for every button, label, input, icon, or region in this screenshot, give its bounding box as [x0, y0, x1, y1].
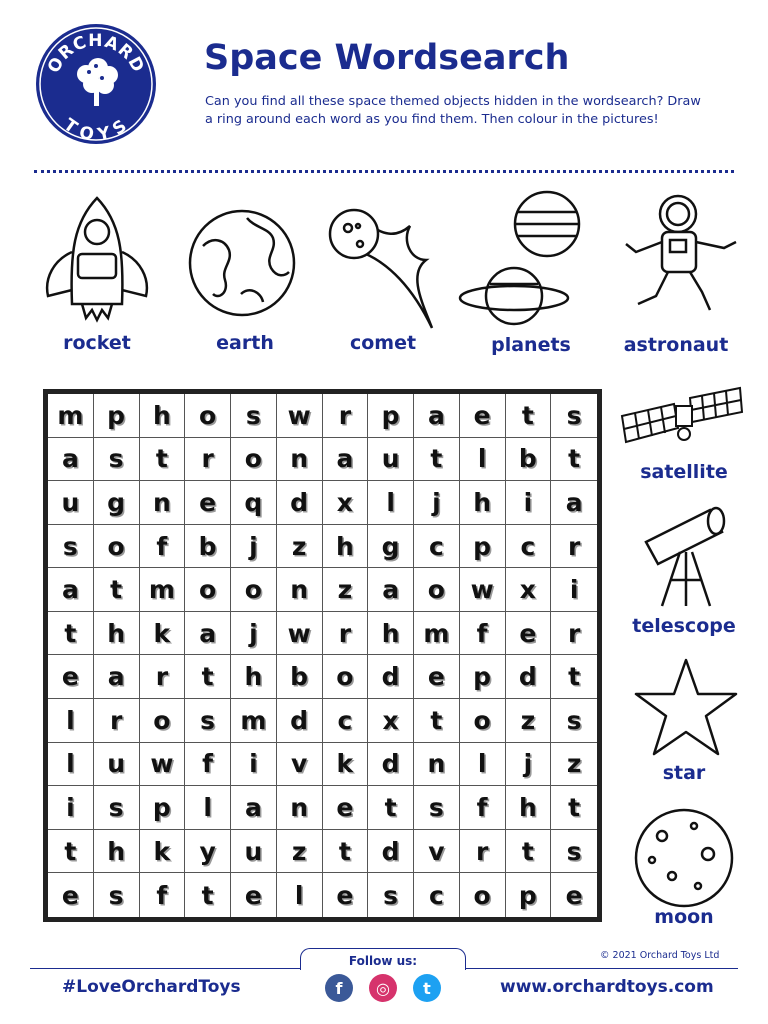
grid-cell[interactable]: s [94, 873, 140, 917]
grid-cell[interactable]: w [460, 568, 506, 612]
grid-cell[interactable]: q [231, 481, 277, 525]
grid-cell[interactable]: z [323, 568, 369, 612]
grid-cell[interactable]: l [460, 743, 506, 787]
grid-cell[interactable]: d [277, 699, 323, 743]
grid-cell[interactable]: p [140, 786, 186, 830]
grid-cell[interactable]: f [140, 525, 186, 569]
grid-cell[interactable]: j [231, 525, 277, 569]
grid-cell[interactable]: z [506, 699, 552, 743]
grid-cell[interactable]: o [231, 568, 277, 612]
comet-icon [326, 204, 442, 332]
grid-cell[interactable]: s [231, 394, 277, 438]
grid-cell[interactable]: j [231, 612, 277, 656]
grid-cell[interactable]: t [94, 568, 140, 612]
grid-cell[interactable]: t [185, 655, 231, 699]
grid-cell[interactable]: w [277, 394, 323, 438]
grid-cell[interactable]: h [368, 612, 414, 656]
grid-cell[interactable]: t [551, 655, 597, 699]
grid-cell[interactable]: t [185, 873, 231, 917]
grid-cell[interactable]: u [368, 438, 414, 482]
grid-cell[interactable]: n [414, 743, 460, 787]
grid-cell[interactable]: n [277, 786, 323, 830]
grid-cell[interactable]: r [185, 438, 231, 482]
grid-cell[interactable]: s [551, 394, 597, 438]
grid-cell[interactable]: p [368, 394, 414, 438]
grid-cell[interactable]: h [94, 830, 140, 874]
grid-cell[interactable]: o [414, 568, 460, 612]
grid-cell[interactable]: z [277, 830, 323, 874]
grid-cell[interactable]: s [94, 438, 140, 482]
grid-cell[interactable]: e [323, 873, 369, 917]
word-label-star: star [662, 762, 706, 784]
grid-cell[interactable]: t [506, 394, 552, 438]
grid-cell[interactable]: r [140, 655, 186, 699]
grid-cell[interactable]: h [323, 525, 369, 569]
grid-cell[interactable]: p [94, 394, 140, 438]
grid-cell[interactable]: o [185, 394, 231, 438]
grid-cell[interactable]: l [185, 786, 231, 830]
grid-cell[interactable]: e [565, 880, 583, 910]
satellite-icon [620, 384, 744, 450]
grid-cell[interactable]: i [506, 481, 552, 525]
grid-cell[interactable]: z [551, 743, 597, 787]
word-label-earth: earth [216, 332, 274, 354]
earth-icon [185, 206, 299, 320]
grid-cell[interactable]: a [368, 568, 414, 612]
grid-cell[interactable]: h [94, 612, 140, 656]
planets-icon [456, 188, 590, 334]
grid-cell[interactable]: h [460, 481, 506, 525]
grid-cell[interactable]: r [94, 699, 140, 743]
word-label-moon: moon [654, 906, 714, 928]
moon-icon [632, 806, 736, 910]
grid-cell[interactable]: r [323, 394, 369, 438]
grid-cell[interactable]: s [48, 525, 94, 569]
grid-cell[interactable]: e [460, 394, 506, 438]
grid-cell[interactable]: b [506, 438, 552, 482]
grid-cell[interactable]: e [48, 873, 94, 917]
grid-cell[interactable]: d [368, 830, 414, 874]
grid-cell[interactable]: t [368, 786, 414, 830]
grid-cell[interactable]: x [323, 481, 369, 525]
grid-cell[interactable]: f [460, 786, 506, 830]
hashtag-text: #LoveOrchardToys [62, 977, 241, 997]
grid-cell[interactable]: j [506, 743, 552, 787]
page-title: Space Wordsearch [204, 38, 570, 78]
grid-cell[interactable]: c [323, 699, 369, 743]
grid-cell[interactable]: a [48, 568, 94, 612]
grid-cell[interactable]: f [185, 743, 231, 787]
grid-cell[interactable]: e [231, 873, 277, 917]
word-label-satellite: satellite [640, 461, 728, 483]
grid-cell[interactable]: d [506, 655, 552, 699]
grid-cell[interactable]: t [551, 438, 597, 482]
word-label-rocket: rocket [63, 332, 131, 354]
grid-cell[interactable]: t [506, 830, 552, 874]
grid-cell[interactable]: k [140, 612, 186, 656]
grid-cell[interactable]: r [551, 612, 597, 656]
grid-cell[interactable]: p [460, 655, 506, 699]
grid-cell[interactable]: r [460, 830, 506, 874]
grid-cell[interactable]: t [414, 699, 460, 743]
grid-cell[interactable]: a [48, 438, 94, 482]
grid-cell[interactable]: z [277, 525, 323, 569]
word-label-comet: comet [349, 332, 417, 354]
grid-cell[interactable]: o [94, 525, 140, 569]
grid-cell[interactable]: e [506, 612, 552, 656]
grid-cell[interactable]: c [414, 525, 460, 569]
grid-cell[interactable]: p [506, 873, 552, 917]
grid-cell[interactable]: g [368, 525, 414, 569]
grid-cell[interactable]: s [94, 786, 140, 830]
grid-cell[interactable]: w [277, 612, 323, 656]
grid-cell[interactable]: s [368, 873, 414, 917]
grid-cell[interactable]: e [48, 655, 94, 699]
grid-cell[interactable]: l [368, 481, 414, 525]
grid-cell[interactable]: t [48, 830, 94, 874]
grid-cell[interactable]: i [48, 786, 94, 830]
grid-cell[interactable]: n [277, 568, 323, 612]
grid-cell[interactable]: c [506, 525, 552, 569]
grid-cell[interactable]: d [368, 743, 414, 787]
grid-cell[interactable]: x [368, 699, 414, 743]
grid-cell[interactable]: x [506, 568, 552, 612]
grid-cell[interactable]: l [460, 438, 506, 482]
orchard-toys-logo [34, 22, 158, 146]
grid-cell[interactable]: o [140, 699, 186, 743]
follow-us-label: Follow us: [300, 948, 466, 970]
wordsearch-grid [43, 389, 602, 922]
grid-cell[interactable]: t [140, 438, 186, 482]
grid-cell[interactable]: k [140, 830, 186, 874]
word-label-astronaut: astronaut [623, 334, 729, 356]
word-label-planets: planets [491, 334, 571, 356]
grid-cell[interactable]: d [277, 481, 323, 525]
grid-cell[interactable]: a [185, 612, 231, 656]
grid-cell[interactable]: h [140, 394, 186, 438]
grid-cell[interactable]: n [140, 481, 186, 525]
astronaut-icon [616, 192, 742, 318]
grid-cell[interactable]: u [231, 830, 277, 874]
grid-cell[interactable]: e [185, 481, 231, 525]
grid-cell[interactable]: i [231, 743, 277, 787]
grid-cell[interactable]: m [140, 568, 186, 612]
grid-cell[interactable]: l [277, 873, 323, 917]
grid-cell[interactable]: o [460, 699, 506, 743]
grid-cell[interactable]: r [551, 525, 597, 569]
logo-brand-bottom: TOYS [59, 114, 133, 146]
grid-cell[interactable]: t [48, 612, 94, 656]
grid-cell[interactable]: t [551, 786, 597, 830]
website-link[interactable]: www.orchardtoys.com [500, 977, 714, 997]
grid-cell[interactable]: s [185, 699, 231, 743]
grid-cell[interactable]: o [231, 438, 277, 482]
grid-cell[interactable]: e [414, 655, 460, 699]
grid-cell[interactable]: v [277, 743, 323, 787]
grid-cell[interactable]: a [414, 394, 460, 438]
star-icon [630, 656, 742, 760]
grid-cell[interactable]: k [323, 743, 369, 787]
facebook-icon[interactable]: f [325, 974, 353, 1002]
copyright-text: © 2021 Orchard Toys Ltd [600, 950, 720, 961]
grid-cell[interactable]: u [48, 481, 94, 525]
grid-cell[interactable]: j [414, 481, 460, 525]
grid-cell[interactable]: s [551, 830, 597, 874]
instructions: Can you find all these space themed objects hidden in the wordsearch? Draw a ring around each word as you find them. Then colour in the pictures! [205, 94, 701, 127]
grid-cell[interactable]: o [323, 655, 369, 699]
grid-cell[interactable]: n [277, 438, 323, 482]
grid-cell[interactable]: o [185, 568, 231, 612]
grid-cell[interactable]: t [414, 438, 460, 482]
grid-cell[interactable]: a [231, 786, 277, 830]
word-label-telescope: telescope [632, 615, 736, 637]
grid-cell[interactable]: a [94, 655, 140, 699]
grid-cell[interactable]: v [414, 830, 460, 874]
grid-cell[interactable]: f [460, 612, 506, 656]
grid-cell[interactable]: c [414, 873, 460, 917]
grid-cell[interactable]: h [231, 655, 277, 699]
grid-cell[interactable]: e [323, 786, 369, 830]
grid-cell[interactable]: s [551, 699, 597, 743]
grid-cell[interactable]: l [48, 743, 94, 787]
grid-cell[interactable]: o [460, 873, 506, 917]
grid-cell[interactable]: m [414, 612, 460, 656]
grid-cell[interactable]: m [231, 699, 277, 743]
dotted-divider [34, 170, 734, 173]
grid-cell[interactable]: u [94, 743, 140, 787]
grid-cell[interactable]: w [140, 743, 186, 787]
grid-cell[interactable]: i [551, 568, 597, 612]
grid-cell[interactable]: a [551, 481, 597, 525]
grid-cell[interactable]: y [185, 830, 231, 874]
grid-cell[interactable]: h [506, 786, 552, 830]
instagram-icon[interactable]: ◎ [369, 974, 397, 1002]
grid-cell[interactable]: a [323, 438, 369, 482]
grid-cell[interactable]: l [48, 699, 94, 743]
grid-cell[interactable]: s [414, 786, 460, 830]
grid-cell[interactable]: g [94, 481, 140, 525]
grid-cell[interactable]: m [48, 394, 94, 438]
twitter-icon[interactable]: t [413, 974, 441, 1002]
grid-cell[interactable]: b [185, 525, 231, 569]
grid-cell[interactable]: f [140, 873, 186, 917]
rocket-icon [38, 192, 156, 326]
grid-cell[interactable]: r [323, 612, 369, 656]
telescope-icon [640, 502, 732, 608]
grid-cell[interactable]: t [323, 830, 369, 874]
grid-cell[interactable]: b [277, 655, 323, 699]
grid-cell[interactable]: d [368, 655, 414, 699]
grid-cell[interactable]: p [460, 525, 506, 569]
logo-brand-top: ORCHARD [43, 30, 149, 77]
